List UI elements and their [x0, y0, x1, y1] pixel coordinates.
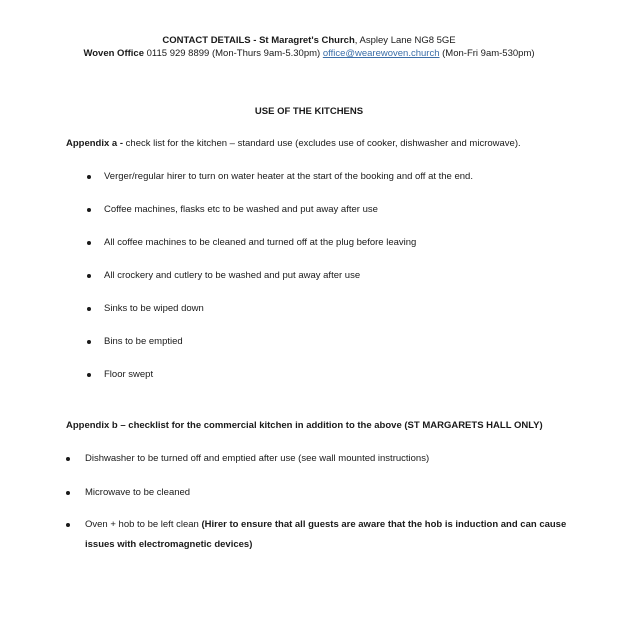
bullet-icon	[87, 241, 91, 245]
list-item: Verger/regular hirer to turn on water heater at the start of the booking and off at the end.	[104, 171, 473, 182]
list-item: All crockery and cutlery to be washed and put away after use	[104, 270, 361, 281]
appendix-a-description: check list for the kitchen – standard use (excludes use of cooker, dishwasher and microwave).	[123, 138, 521, 149]
bullet-icon	[66, 491, 70, 495]
list-item: Microwave to be cleaned	[85, 487, 191, 498]
bullet-icon	[66, 457, 70, 461]
office-email-hours: (Mon-Fri 9am-530pm)	[439, 48, 535, 59]
bullet-icon	[87, 340, 91, 344]
contact-line	[0, 35, 618, 47]
office-email-link[interactable]: office@wearewoven.church	[322, 48, 440, 59]
appendix-b-heading: Appendix b – checklist for the commercial kitchen in addition to the above (ST MARGARETS HALL ONLY)	[66, 420, 543, 431]
list-item-oven	[85, 519, 566, 531]
oven-item-warning: (Hirer to ensure that all guests are aware that the hob is induction and can cause	[201, 519, 567, 530]
bullet-icon	[87, 274, 91, 278]
office-line	[0, 48, 618, 60]
bullet-icon	[87, 175, 91, 179]
bullet-icon	[87, 208, 91, 212]
page-title: USE OF THE KITCHENS	[254, 106, 364, 117]
contact-heading: CONTACT DETAILS - St Maragret's Church	[162, 35, 355, 46]
office-label: Woven Office	[83, 48, 144, 59]
contact-address: , Aspley Lane NG8 5GE	[354, 35, 456, 46]
bullet-icon	[66, 523, 70, 527]
appendix-a-intro	[66, 138, 521, 150]
oven-item-plain: Oven + hob to be left clean	[85, 519, 202, 530]
list-item: Floor swept	[104, 369, 154, 380]
appendix-a-label: Appendix a -	[66, 138, 124, 149]
list-item: Dishwasher to be turned off and emptied after use (see wall mounted instructions)	[85, 453, 430, 464]
list-item: All coffee machines to be cleaned and turned off at the plug before leaving	[104, 237, 417, 248]
office-phone-hours: 0115 929 8899 (Mon-Thurs 9am-5.30pm)	[143, 48, 323, 59]
list-item: Coffee machines, flasks etc to be washed and put away after use	[104, 204, 378, 215]
bullet-icon	[87, 307, 91, 311]
bullet-icon	[87, 373, 91, 377]
list-item-oven-continuation: issues with electromagnetic devices)	[85, 539, 253, 550]
list-item: Bins to be emptied	[104, 336, 183, 347]
list-item: Sinks to be wiped down	[104, 303, 204, 314]
